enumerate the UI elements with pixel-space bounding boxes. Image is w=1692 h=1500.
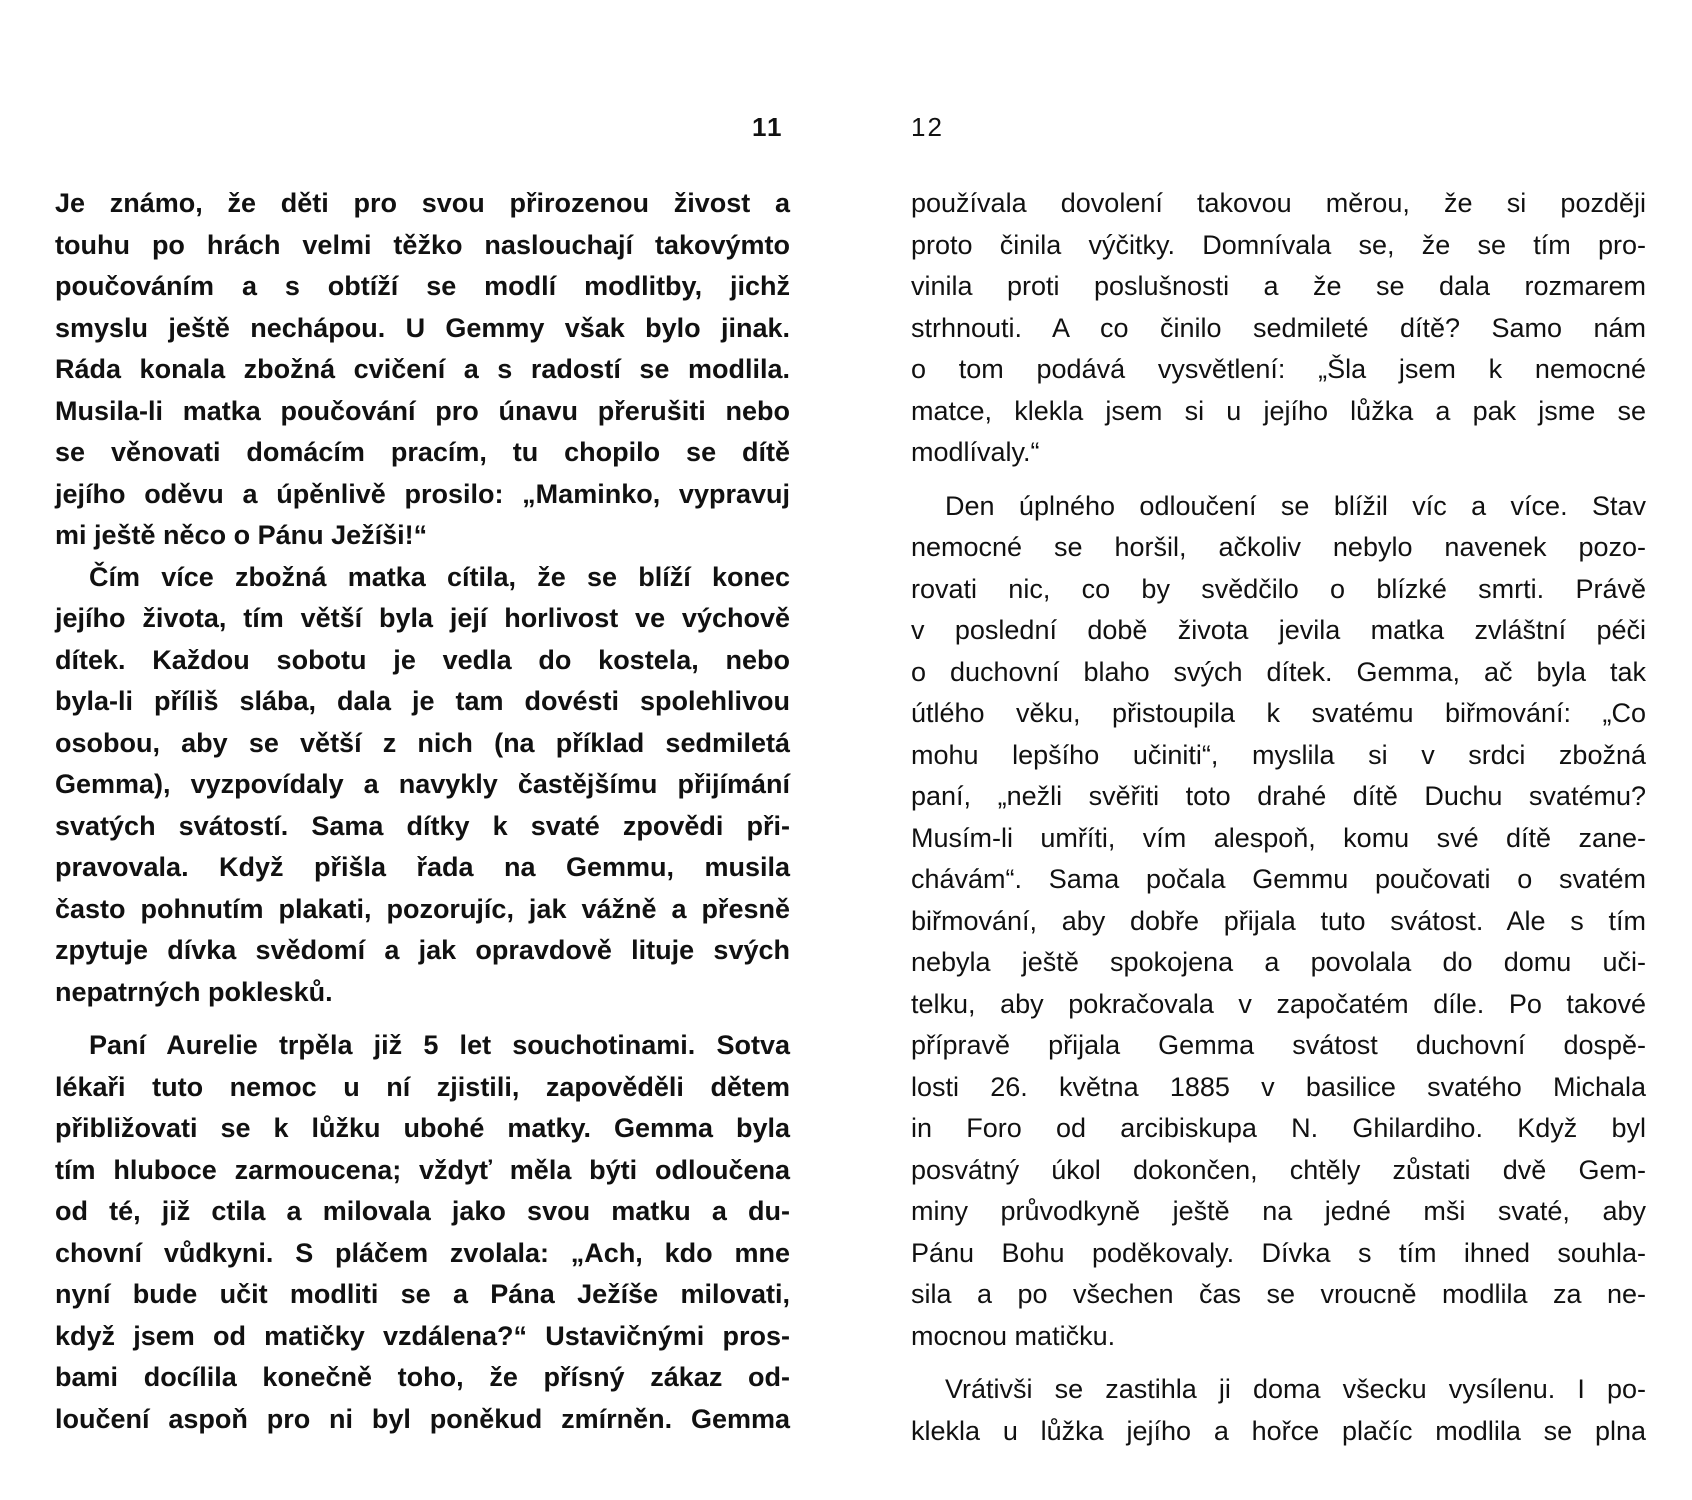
text-line: se věnovati domácím pracím, tu chopilo se dítě bbox=[55, 437, 790, 467]
text-line: Je známo, že děti pro svou přirozenou živost a bbox=[55, 188, 790, 218]
text-line: Musím-li umříti, vím alespoň, komu své dítě zane- bbox=[911, 822, 1646, 853]
text-line: nepatrných poklesků. bbox=[55, 976, 333, 1007]
text-line: loučení aspoň pro ni byl poněkud zmírněn. Gemma bbox=[55, 1403, 790, 1434]
text-line: mohu lepšího učiniti“, myslila si v srdci zbožná bbox=[911, 739, 1646, 770]
text-line: losti 26. května 1885 v basilice svatého Michala bbox=[911, 1071, 1646, 1102]
text-line: mi ještě něco o Pánu Ježíši!“ bbox=[55, 520, 428, 550]
text-line: Den úplného odloučení se blížil víc a více. Stav bbox=[945, 490, 1646, 521]
right-page bbox=[846, 0, 1692, 1500]
text-line: jejího života, tím větší byla její horlivost ve výchově bbox=[55, 603, 790, 633]
text-line: dítek. Každou sobotu je vedla do kostela, nebo bbox=[55, 644, 790, 675]
text-line: miny průvodkyně ještě na jedné mši svaté, aby bbox=[911, 1196, 1646, 1226]
page-number: 11 bbox=[752, 112, 784, 142]
text-line: osobou, aby se větší z nich (na příklad sedmiletá bbox=[55, 727, 790, 758]
text-line: strhnouti. A co činilo sedmileté dítě? Samo nám bbox=[911, 312, 1646, 343]
text-line: přibližovati se k lůžku ubohé matky. Gemma byla bbox=[55, 1113, 790, 1143]
text-line: v poslední době života jevila matka zvláštní péči bbox=[911, 615, 1646, 645]
text-line: smyslu ještě nechápou. U Gemmy však bylo jinak. bbox=[55, 312, 790, 343]
text-line: Ráda konala zbožná cvičení a s radostí se modlila. bbox=[55, 354, 790, 384]
text-line: nemocné se horšil, ačkoliv nebylo navenek pozo- bbox=[911, 532, 1646, 562]
text-line: přípravě přijala Gemma svátost duchovní dospě- bbox=[911, 1030, 1646, 1060]
text-line: matce, klekla jsem si u jejího lůžka a pak jsme se bbox=[911, 395, 1646, 426]
text-line: když jsem od matičky vzdálena?“ Ustavičnými pros- bbox=[55, 1320, 790, 1351]
text-line: posvátný úkol dokončen, chtěly zůstati dvě Gem- bbox=[911, 1154, 1646, 1185]
text-line: jejího oděvu a úpěnlivě prosilo: „Maminko, vypravuj bbox=[55, 478, 790, 509]
text-line: Gemma), vyzpovídaly a navykly častějšímu přijímání bbox=[55, 769, 790, 799]
text-line: in Foro od arcibiskupa N. Ghilardiho. Když byl bbox=[911, 1113, 1646, 1143]
text-line: modlívaly.“ bbox=[911, 437, 1040, 467]
text-line: o duchovní blaho svých dítek. Gemma, ač byla tak bbox=[911, 656, 1646, 687]
text-line: byla-li příliš slába, dala je tam dovésti spolehlivou bbox=[55, 686, 790, 716]
text-line: bami docílila konečně toho, že přísný zákaz od- bbox=[55, 1362, 790, 1392]
text-line: Pánu Bohu poděkovaly. Dívka s tím ihned souhla- bbox=[911, 1237, 1646, 1268]
text-line: vinila proti poslušnosti a že se dala rozmarem bbox=[911, 271, 1646, 301]
text-line: lékaři tuto nemoc u ní zjistili, zapověděli dětem bbox=[55, 1071, 790, 1102]
text-line: Musila-li matka poučování pro únavu přerušiti nebo bbox=[55, 395, 790, 426]
page-text bbox=[911, 183, 1646, 1452]
text-line: tím hluboce zarmoucena; vždyť měla býti odloučena bbox=[55, 1154, 790, 1185]
text-line: biřmování, aby dobře přijala tuto svátost. Ale s tím bbox=[911, 905, 1646, 936]
text-line: Paní Aurelie trpěla již 5 let souchotinami. Sotva bbox=[89, 1030, 790, 1060]
text-line: paní, „nežli svěřiti toto drahé dítě Duchu svatému? bbox=[911, 781, 1646, 811]
text-line: zpytuje dívka svědomí a jak opravdově lituje svých bbox=[55, 935, 790, 965]
text-line: touhu po hrách velmi těžko naslouchají takovýmto bbox=[55, 229, 790, 260]
text-line: o tom podává vysvětlení: „Šla jsem k nemocné bbox=[911, 354, 1646, 384]
text-line: často pohnutím plakati, pozorujíc, jak vážně a přesně bbox=[55, 893, 790, 924]
text-line: sila a po všechen čas se vroucně modlila za ne- bbox=[911, 1279, 1646, 1309]
text-line: poučováním a s obtíží se modlí modlitby, jichž bbox=[55, 271, 790, 301]
text-line: rovati nic, co by svědčilo o blízké smrti. Právě bbox=[911, 573, 1646, 604]
text-line: mocnou matičku. bbox=[911, 1320, 1116, 1351]
text-line: nyní bude učit modliti se a Pána Ježíše milovati, bbox=[55, 1279, 790, 1309]
text-line: chávám“. Sama počala Gemmu poučovati o svatém bbox=[911, 864, 1646, 894]
text-line: útlého věku, přistoupila k svatému biřmování: „Co bbox=[911, 698, 1646, 728]
text-line: proto činila výčitky. Domnívala se, že se tím pro- bbox=[911, 229, 1646, 260]
page-text bbox=[55, 183, 790, 1440]
text-line: svatých svátostí. Sama dítky k svaté zpovědi při- bbox=[55, 810, 790, 841]
text-line: Vrátivši se zastihla ji doma všecku vysílenu. I po- bbox=[945, 1374, 1646, 1404]
text-line: chovní vůdkyni. S pláčem zvolala: „Ach, kdo mne bbox=[55, 1237, 790, 1268]
text-line: pravovala. Když přišla řada na Gemmu, musila bbox=[55, 852, 790, 882]
text-line: používala dovolení takovou měrou, že si později bbox=[911, 188, 1646, 218]
text-line: telku, aby pokračovala v započatém díle. Po takové bbox=[911, 988, 1646, 1019]
page-number: 12 bbox=[911, 112, 944, 142]
text-line: klekla u lůžka jejího a hořce plačíc modlila se plna bbox=[911, 1415, 1646, 1446]
text-line: od té, již ctila a milovala jako svou matku a du- bbox=[55, 1196, 790, 1226]
text-line: Čím více zbožná matka cítila, že se blíží konec bbox=[89, 561, 790, 592]
text-line: nebyla ještě spokojena a povolala do domu uči- bbox=[911, 947, 1646, 977]
